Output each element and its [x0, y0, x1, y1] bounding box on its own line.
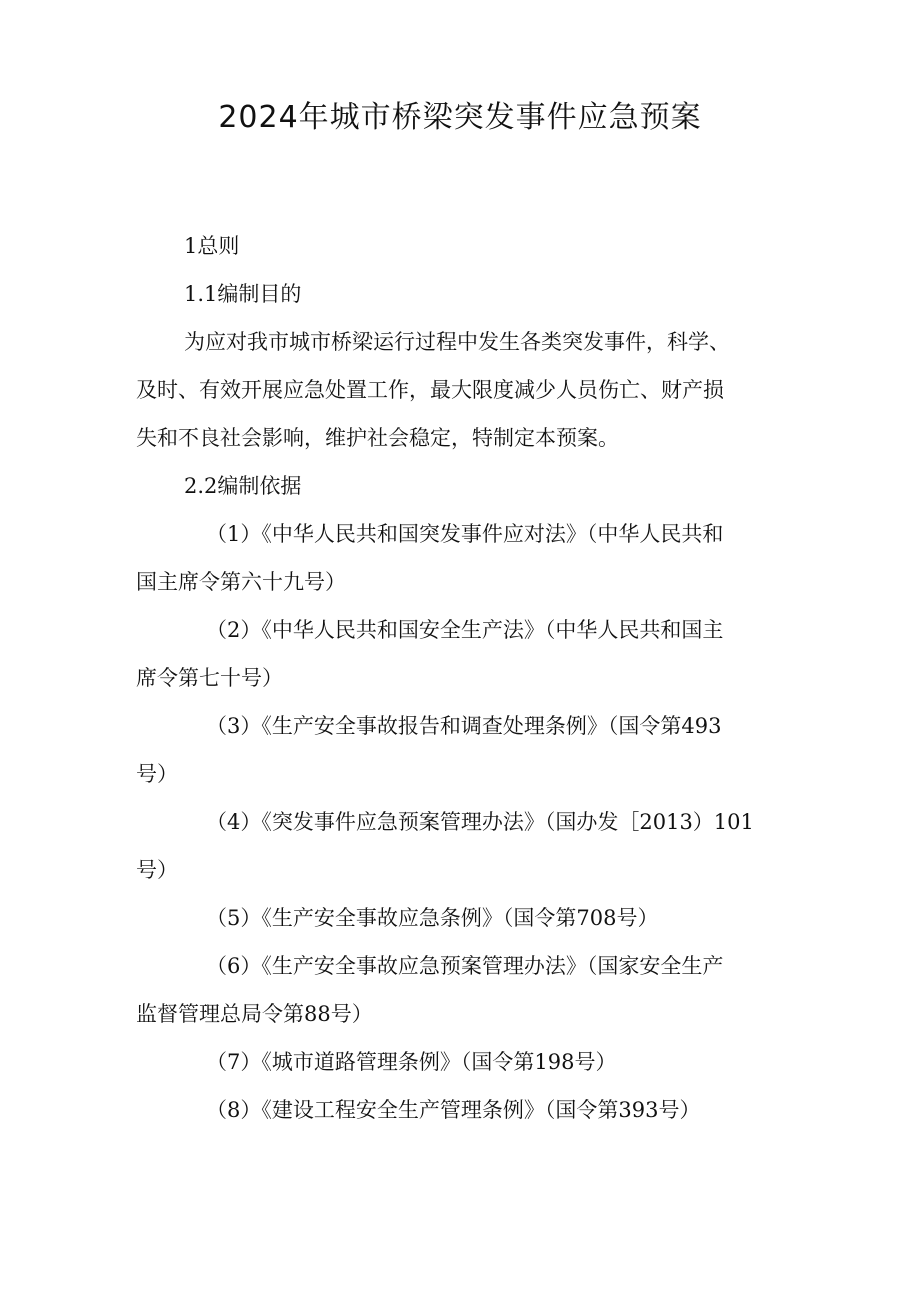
document-body: [136, 222, 796, 1134]
reference-item: [136, 510, 796, 606]
reference-line: 监督管理总局令第88号）: [136, 1002, 373, 1026]
reference-line: （7）《城市道路管理条例》（国令第198号）: [206, 1050, 617, 1074]
reference-item: [136, 702, 796, 798]
purpose-paragraph: [136, 318, 796, 462]
page-title: 2024年城市桥梁突发事件应急预案: [218, 100, 702, 135]
reference-line: 号）: [136, 762, 178, 786]
reference-item: [136, 606, 796, 702]
reference-item: [136, 1038, 796, 1086]
paragraph-line: 失和不良社会影响，维护社会稳定，特制定本预案。: [136, 426, 619, 450]
reference-item: [136, 942, 796, 1038]
reference-line: （2）《中华人民共和国安全生产法》（中华人民共和国主: [206, 618, 724, 642]
reference-line: 国主席令第六十九号）: [136, 570, 346, 594]
reference-item: [136, 1086, 796, 1134]
paragraph-line: 为应对我市城市桥梁运行过程中发生各类突发事件，科学、: [184, 330, 730, 354]
reference-line: （6）《生产安全事故应急预案管理办法》（国家安全生产: [206, 954, 724, 978]
reference-line: （8）《建设工程安全生产管理条例》（国令第393号）: [206, 1098, 701, 1122]
reference-item: [136, 798, 796, 894]
reference-line: （5）《生产安全事故应急条例》（国令第708号）: [206, 906, 659, 930]
paragraph-line: 及时、有效开展应急处置工作，最大限度减少人员伤亡、财产损: [136, 378, 724, 402]
section-heading-2-2: 2.2编制依据: [184, 474, 302, 498]
section-heading-1-1: 1.1编制目的: [184, 282, 302, 306]
reference-line: （3）《生产安全事故报告和调查处理条例》（国令第493: [206, 714, 722, 738]
reference-item: [136, 894, 796, 942]
reference-line: 席令第七十号）: [136, 666, 283, 690]
reference-line: 号）: [136, 858, 178, 882]
section-heading-1: 1总则: [184, 234, 240, 258]
reference-line: （1）《中华人民共和国突发事件应对法》（中华人民共和: [206, 522, 724, 546]
reference-list: [136, 510, 796, 1134]
reference-line: （4）《突发事件应急预案管理办法》（国办发［2013）101: [206, 810, 754, 834]
